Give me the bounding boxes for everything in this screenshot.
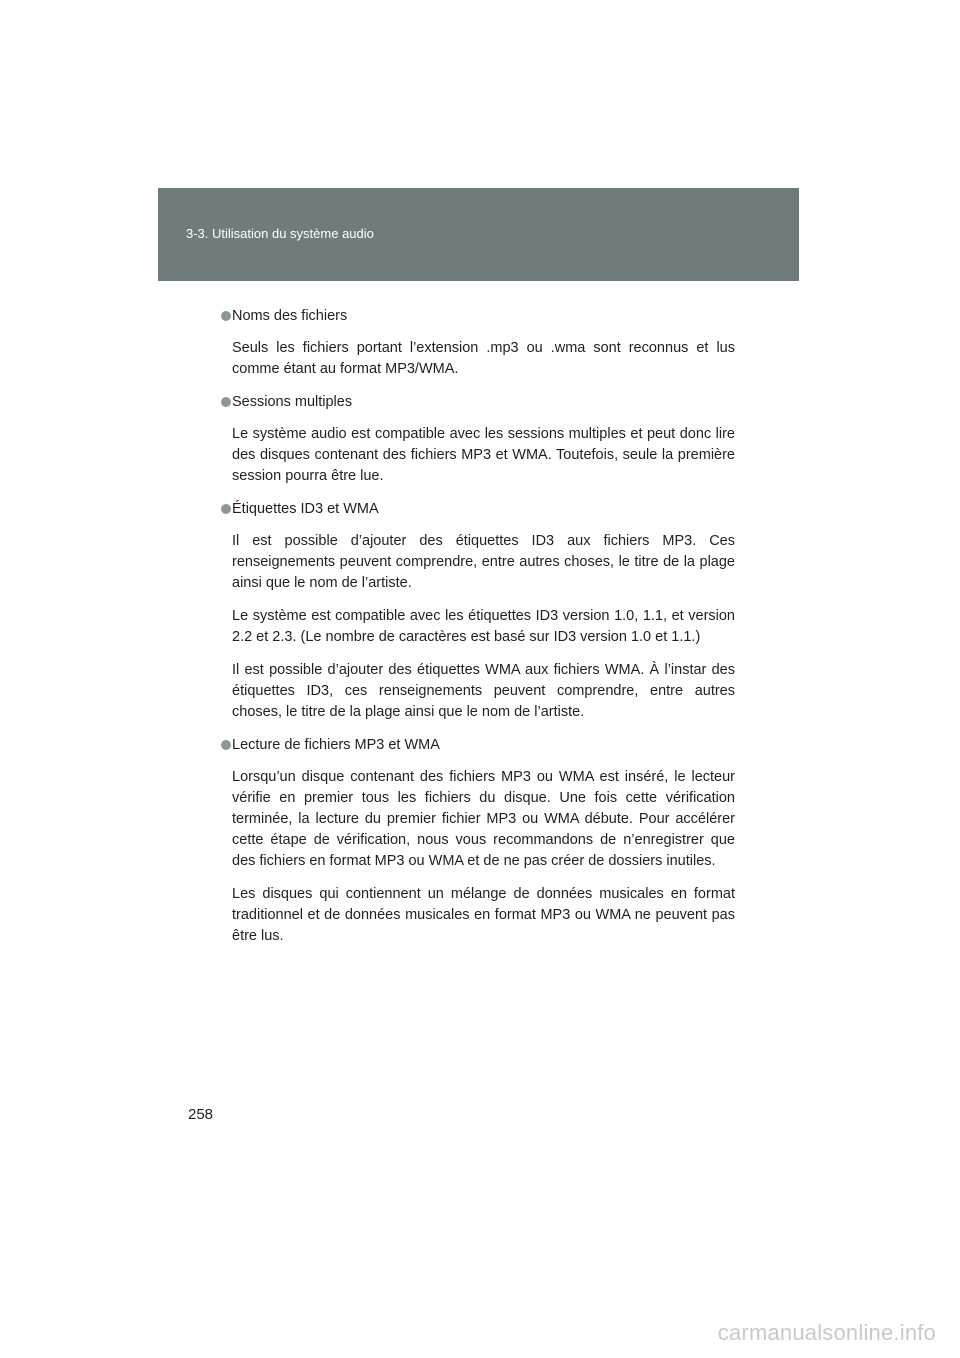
paragraph: Le système est compatible avec les étiquettes ID3 version 1.0, 1.1, et version 2.2 et 2.3. (Le nombre de caractères est basé sur ID3 version 1.0 et 1.1.)	[232, 608, 735, 645]
paragraph: Il est possible d’ajouter des étiquettes WMA aux fichiers WMA. À l’instar des étiquettes ID3, ces renseignements peuvent comprendre, entre autres choses, le titre de la plage ainsi que le nom de l’artiste.	[232, 662, 735, 720]
item-title-text: Sessions multiples	[232, 394, 353, 410]
bullet-icon	[221, 311, 231, 321]
item-title	[222, 735, 735, 756]
item-title	[222, 306, 735, 327]
watermark: carmanualsonline.info	[717, 1320, 936, 1345]
item-title-text: Étiquettes ID3 et WMA	[232, 501, 379, 517]
item-title-text: Noms des fichiers	[232, 308, 348, 324]
list-item-sessions-multiples	[222, 392, 735, 487]
list-item-noms-des-fichiers	[222, 306, 735, 380]
content-body	[222, 306, 735, 959]
item-title	[222, 499, 735, 520]
paragraph: Lorsqu’un disque contenant des fichiers MP3 ou WMA est inséré, le lecteur vérifie en premier tous les fichiers du disque. Une fois cette vérification terminée, la lecture du premier fichier MP3 ou WMA débute. Pour accélérer cette étape de vérification, nous vous recommandons de n’enregistrer que des fichiers en format MP3 ou WMA et de ne pas créer de dossiers inutiles.	[232, 769, 735, 869]
paragraph: Le système audio est compatible avec les sessions multiples et peut donc lire des disques contenant des fichiers MP3 et WMA. Toutefois, seule la première session pourra être lue.	[232, 426, 735, 484]
section-title: 3-3. Utilisation du système audio	[186, 226, 374, 241]
bullet-icon	[221, 504, 231, 514]
paragraph: Les disques qui contiennent un mélange de données musicales en format traditionnel et de données musicales en format MP3 ou WMA ne peuvent pas être lus.	[232, 886, 735, 944]
item-title-text: Lecture de fichiers MP3 et WMA	[232, 737, 440, 753]
paragraph: Il est possible d’ajouter des étiquettes ID3 aux fichiers MP3. Ces renseignements peuvent comprendre, entre autres choses, le titre de la plage ainsi que le nom de l’artiste.	[232, 533, 735, 591]
page-number: 258	[188, 1106, 214, 1123]
list-item-lecture	[222, 735, 735, 947]
list-item-etiquettes	[222, 499, 735, 723]
paragraph: Seuls les fichiers portant l’extension .mp3 ou .wma sont reconnus et lus comme étant au format MP3/WMA.	[232, 340, 735, 377]
bullet-icon	[221, 397, 231, 407]
bullet-icon	[221, 740, 231, 750]
section-header-band	[158, 188, 799, 281]
item-title	[222, 392, 735, 413]
